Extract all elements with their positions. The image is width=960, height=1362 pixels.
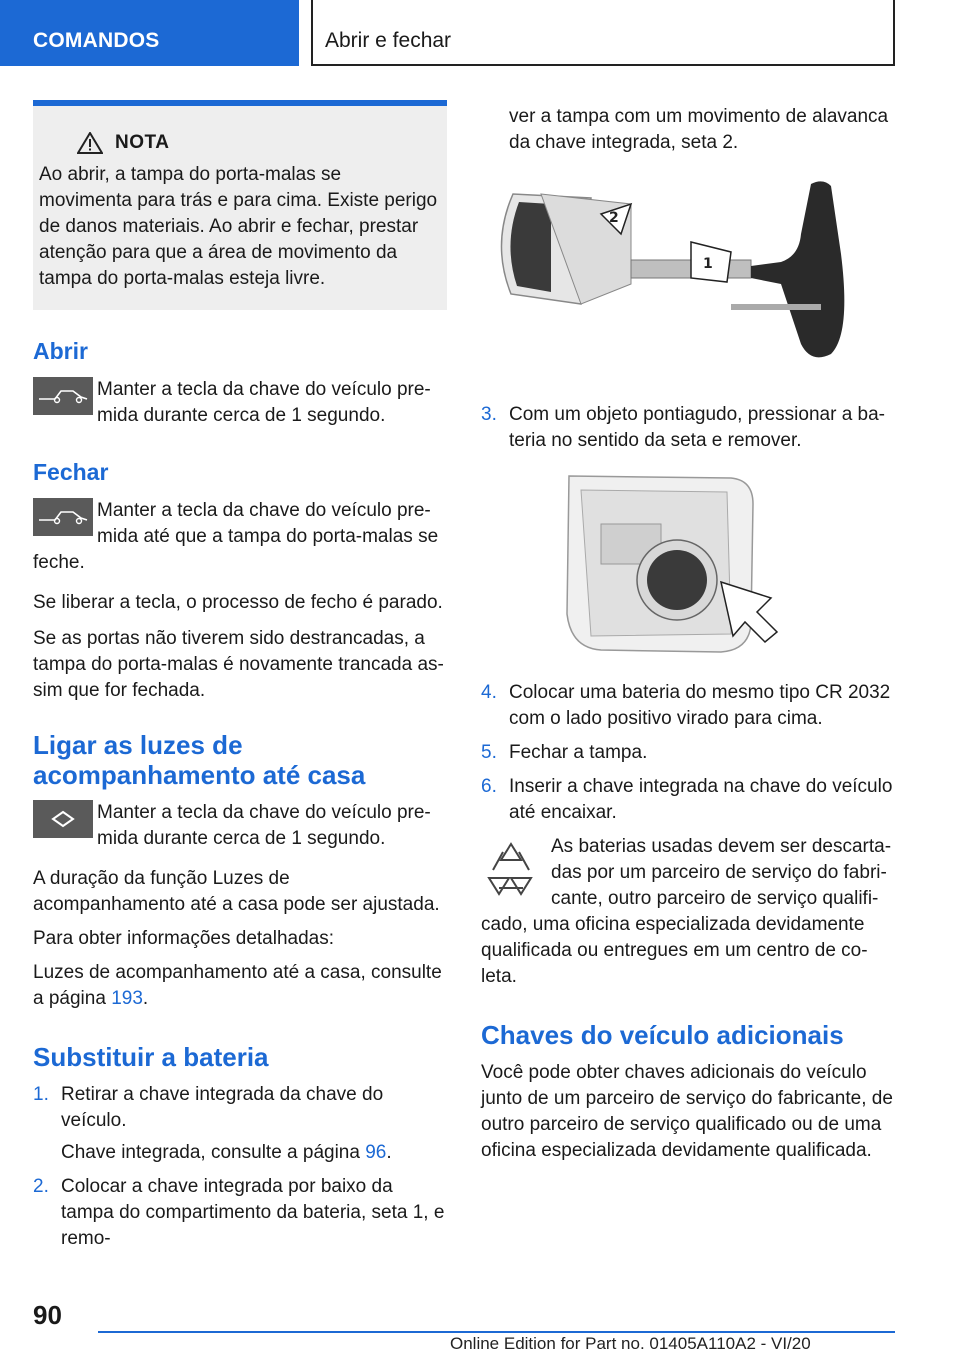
heading-battery: Substituir a bateria — [33, 1042, 269, 1072]
svg-text:2: 2 — [609, 210, 619, 226]
step-2: 2. Colocar a chave integrada por baixo da tampa do compartimento da bateria, seta 1, e remo- — [33, 1176, 445, 1249]
heading-additional-keys: Chaves do veículo adicionais — [481, 1020, 844, 1050]
recycle-note — [481, 834, 895, 990]
chapter-title: Abrir e fechar — [325, 29, 452, 52]
note-header — [77, 132, 439, 154]
heading-abrir: Abrir — [33, 338, 88, 364]
trunk-key-icon — [33, 498, 93, 536]
page-link-193[interactable]: 193 — [111, 988, 143, 1009]
lights-para-3: Luzes de acompanhamento até a casa, consulte a página 193. — [33, 962, 442, 1009]
battery-steps-left — [33, 1082, 447, 1252]
step-2-continued: ver a tampa com um movimento de alavanca da chave integrada, seta 2. — [509, 106, 889, 153]
battery-illustration — [481, 464, 895, 662]
recycle-text: As baterias usadas devem ser descarta-das por um parceiro de serviço do fabri-cante, outro parceiro de serviço qualifi-cado, uma oficina especializada devidamente qualificada ou entregues em um centro de co-leta. — [481, 836, 892, 987]
recycle-icon — [481, 838, 541, 898]
light-key-icon — [33, 800, 93, 838]
footer-edition: Online Edition for Part no. 01405A110A2 - VI/20 — [450, 1334, 811, 1353]
section-tab: COMANDOS — [0, 0, 299, 66]
fechar-para-2: Se as portas não tiverem sido destrancadas, a tampa do porta-malas é novamente trancada as-sim que for fechada. — [33, 628, 444, 701]
heading-fechar: Fechar — [33, 459, 109, 485]
key-cover-illustration — [481, 174, 895, 384]
note-text: Ao abrir, a tampa do porta-malas se movimenta para trás e para cima. Existe perigo de danos materiais. Ao abrir e fechar, prestar atenção para que a área de movimento da tampa do porta-malas esteja livre. — [39, 164, 438, 289]
lights-para-2: Para obter informações detalhadas: — [33, 928, 335, 949]
battery-figure — [481, 464, 895, 662]
abrir-text: Manter a tecla da chave do veículo pre-mida durante cerca de 1 segundo. — [97, 379, 431, 426]
abrir-key-row — [33, 377, 447, 429]
note-box — [33, 100, 447, 310]
additional-keys-text: Você pode obter chaves adicionais do veículo junto de um parceiro de serviço do fabricante, de outro parceiro de serviço qualificado ou de uma oficina especializada devidamente qualificada. — [481, 1062, 893, 1161]
footer-divider — [98, 1331, 895, 1333]
lights-text: Manter a tecla da chave do veículo pre-mida durante cerca de 1 segundo. — [97, 802, 431, 849]
fechar-key-row — [33, 498, 447, 576]
svg-text:1: 1 — [703, 256, 713, 272]
lights-para-1: A duração da função Luzes de acompanhamento até a casa pode ser ajustada. — [33, 868, 440, 915]
battery-steps-right-a — [481, 402, 895, 454]
trunk-key-icon — [33, 377, 93, 415]
left-column — [33, 100, 447, 1260]
page-link-96[interactable]: 96 — [365, 1142, 387, 1163]
page-number: 90 — [33, 1300, 62, 1330]
fechar-text: Manter a tecla da chave do veículo pre-mida até que a tampa do porta-malas se feche. — [33, 500, 439, 573]
key-cover-figure — [481, 174, 895, 384]
battery-steps-right-b — [481, 680, 895, 826]
warning-icon — [77, 132, 103, 154]
step-6: 6. Inserir a chave integrada na chave do veículo até encaixar. — [481, 776, 893, 823]
right-column — [481, 104, 895, 1164]
step-1: 1. Retirar a chave integrada da chave do veículo. Chave integrada, consulte a página 96. — [33, 1084, 392, 1163]
heading-lights: Ligar as luzes de acompanhamento até casa — [33, 730, 366, 790]
note-title: NOTA — [115, 132, 170, 153]
page-header — [0, 0, 960, 66]
fechar-para-1: Se liberar a tecla, o processo de fecho é parado. — [33, 592, 443, 613]
step-5: 5. Fechar a tampa. — [481, 742, 648, 763]
lights-key-row — [33, 800, 447, 852]
step-3: 3. Com um objeto pontiagudo, pressionar a ba-teria no sentido da seta e remover. — [481, 404, 886, 451]
step-4: 4. Colocar uma bateria do mesmo tipo CR 2032 com o lado positivo virado para cima. — [481, 682, 891, 729]
